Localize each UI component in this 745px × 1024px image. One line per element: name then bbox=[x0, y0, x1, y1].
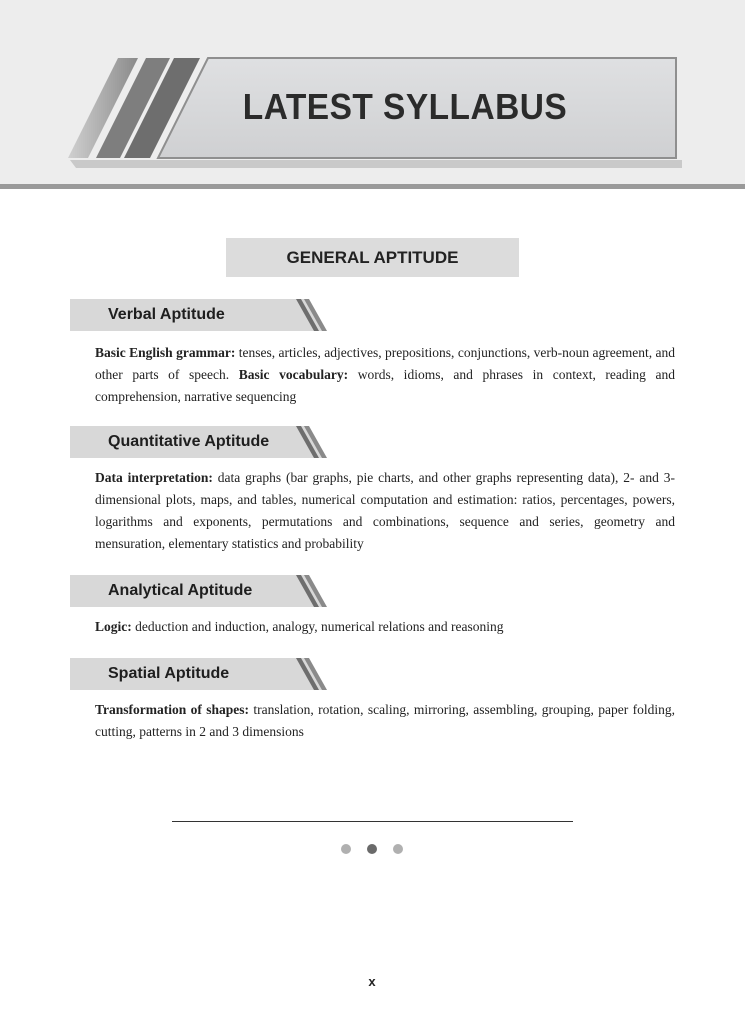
section-heading-label: Quantitative Aptitude bbox=[108, 433, 270, 450]
section-heading-spatial bbox=[70, 658, 326, 690]
stripes-icon bbox=[288, 426, 328, 458]
term: Data interpretation: bbox=[95, 470, 213, 485]
dot-icon bbox=[367, 844, 377, 854]
section-heading-quantitative bbox=[70, 426, 326, 458]
section-heading-analytical bbox=[70, 575, 326, 607]
stripes-icon bbox=[288, 299, 328, 331]
section-heading-verbal bbox=[70, 299, 326, 331]
section-heading-label: Spatial Aptitude bbox=[108, 665, 230, 682]
description: words, idioms, and phrases in context, reading and comprehension, narrative sequencing bbox=[95, 367, 675, 404]
dot-icon bbox=[393, 844, 403, 854]
description: tenses, articles, adjectives, prepositions, conjunctions, verb-noun agreement, and other parts of speech. bbox=[95, 345, 675, 382]
dot-icon bbox=[341, 844, 351, 854]
header-rule bbox=[0, 184, 745, 189]
page-title: LATEST SYLLABUS bbox=[242, 86, 568, 127]
section-heading-label: Verbal Aptitude bbox=[108, 306, 225, 323]
section-title: GENERAL APTITUDE bbox=[226, 238, 519, 277]
section-heading-label: Analytical Aptitude bbox=[108, 582, 253, 599]
section-body-verbal bbox=[95, 342, 675, 408]
footer-divider bbox=[172, 821, 573, 822]
term: Transformation of shapes: bbox=[95, 702, 249, 717]
term: Logic: bbox=[95, 619, 132, 634]
section-body-spatial bbox=[95, 699, 675, 743]
term: Basic English grammar: bbox=[95, 345, 236, 360]
stripes-icon bbox=[288, 575, 328, 607]
page-number: x bbox=[368, 974, 376, 989]
stripes-icon bbox=[288, 658, 328, 690]
term: Basic vocabulary: bbox=[238, 367, 349, 382]
section-body-quantitative bbox=[95, 467, 675, 555]
description: translation, rotation, scaling, mirroring, assembling, grouping, paper folding, cutting, patterns in 2 and 3 dimensions bbox=[95, 702, 675, 739]
description: data graphs (bar graphs, pie charts, and other graphs representing data), 2- and 3-dimensional plots, maps, and tables, numerical computation and estimation: ratios, percentages, powers, logarithms and exponents, permutations and combinations, sequence and series, geometry and mensuration, elementary statistics and probability bbox=[95, 470, 675, 551]
description: deduction and induction, analogy, numerical relations and reasoning bbox=[131, 619, 504, 634]
section-body-analytical bbox=[95, 616, 675, 638]
